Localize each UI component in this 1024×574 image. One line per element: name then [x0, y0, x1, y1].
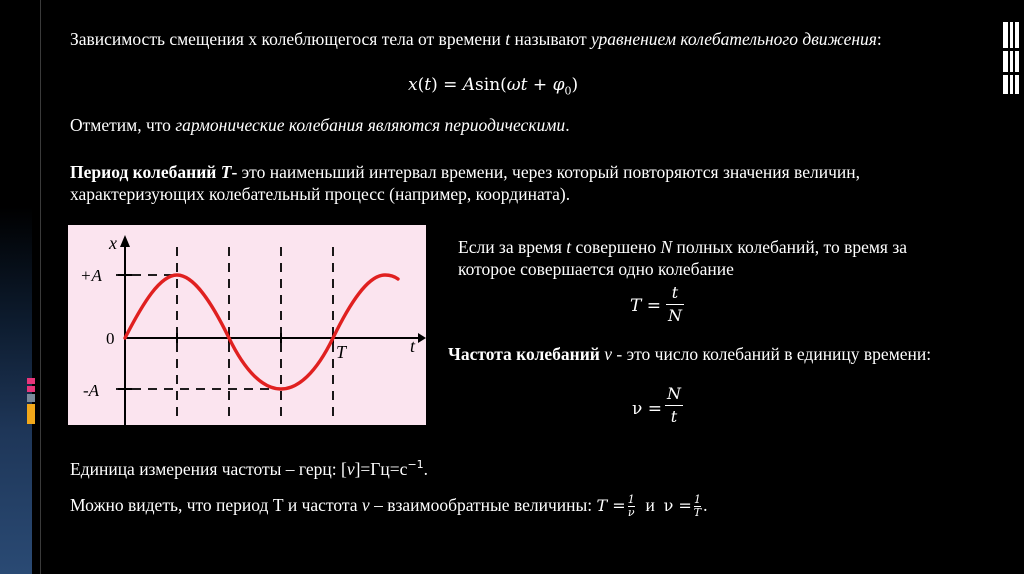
eq-equals: ) =: [431, 75, 463, 95]
grid-dashes: [116, 247, 333, 421]
frequency-denominator: t: [670, 407, 678, 426]
reciprocal-v-fraction: [694, 494, 701, 519]
accent-block-pink-2: [27, 386, 35, 392]
frequency-text: - это число колебаний в единицу времени:: [612, 344, 932, 364]
period-text-line2: характеризующих колебательный процесс (например, координата).: [70, 184, 571, 204]
frequency-symbol: ν: [604, 344, 613, 364]
reciprocal-line: [70, 494, 708, 519]
reciprocal-t-den: ν: [627, 506, 635, 520]
unit-line: [70, 454, 428, 480]
reciprocal-v-num: 1: [693, 493, 701, 507]
fraction-bar: [666, 304, 684, 305]
period-dash: -: [231, 162, 238, 182]
if-n-var: N: [660, 237, 673, 257]
period-numerator: t: [671, 283, 679, 302]
reciprocal-end: .: [703, 495, 708, 515]
accent-block-pink: [27, 378, 35, 384]
reciprocal-v-lhs: ν =: [663, 496, 692, 515]
note-text: Отметим, что: [70, 115, 176, 135]
period-denominator: N: [668, 306, 682, 325]
x-axis-arrow: [120, 235, 130, 247]
intro-text-2: называют: [510, 29, 592, 49]
plus-a-label: +A: [80, 266, 102, 285]
reciprocal-nu: ν: [361, 495, 370, 515]
period-formula-fraction: [666, 283, 684, 326]
frequency-formula-lhs: ν =: [632, 399, 662, 419]
reciprocal-and: и: [645, 495, 655, 515]
eq-plus: +: [527, 75, 553, 95]
eq-phi-subscript: 0: [564, 84, 572, 98]
accent-block-gray: [27, 394, 35, 402]
period-text: это наименьший интервал времени, через который повторяются значения величин,: [237, 162, 860, 182]
minus-a-label: -A: [83, 381, 100, 400]
period-definition: [70, 161, 860, 205]
intro-colon: :: [876, 29, 882, 49]
frequency-numerator: N: [667, 384, 681, 403]
reciprocal-v-den: T: [693, 506, 702, 520]
eq-x: x: [408, 75, 418, 95]
accent-blocks: [27, 378, 35, 426]
eq-sin: sin(: [475, 75, 507, 95]
left-divider-line: [40, 0, 41, 574]
reciprocal-text-2: – взаимообратные величины:: [369, 495, 597, 515]
unit-period: .: [423, 458, 429, 479]
note-period: .: [565, 115, 570, 135]
eq-paren-close: ): [571, 75, 579, 95]
origin-label: 0: [106, 329, 115, 348]
reciprocal-t-lhs: T =: [596, 496, 626, 515]
reciprocal-t-fraction: [628, 494, 635, 519]
unit-text: Единица измерения частоты – герц: [: [70, 458, 347, 479]
frequency-term: Частота колебаний: [448, 344, 605, 364]
unit-exponent: −1: [407, 458, 424, 471]
period-symbol: Т: [220, 162, 232, 182]
unit-hz: ]=Гц=с: [354, 458, 408, 479]
t-axis-label: t: [410, 336, 416, 356]
corner-stripes-decoration: [1003, 22, 1019, 94]
eq-amplitude: A: [462, 75, 476, 95]
if-text-line2: которое совершается одно колебание: [458, 259, 734, 279]
frequency-formula-fraction: [665, 384, 683, 427]
x-axis-label: x: [109, 233, 117, 253]
reciprocal-text: Можно видеть, что период Т и частота: [70, 495, 362, 515]
motion-equation: [408, 75, 578, 97]
intro-paragraph: [70, 28, 882, 50]
reciprocal-t-num: 1: [627, 493, 635, 507]
accent-block-orange: [27, 404, 35, 424]
intro-term: уравнением колебательного движения: [591, 29, 877, 49]
eq-omega-t: ωt: [506, 75, 528, 95]
intro-text: Зависимость смещения х колеблющегося тела от времени: [70, 29, 506, 49]
left-gradient-bar: [0, 0, 32, 574]
if-text: [458, 236, 907, 280]
period-formula-lhs: T =: [630, 296, 661, 316]
intro-t-var: t: [505, 29, 511, 49]
period-term: Период колебаний: [70, 162, 221, 182]
fraction-bar-2: [665, 405, 683, 406]
unit-nu: ν: [346, 458, 355, 479]
sine-curve: [125, 275, 398, 389]
oscillation-graph: [68, 225, 426, 425]
eq-phi: φ: [552, 75, 565, 95]
if-text-a: Если за время: [458, 237, 567, 257]
if-text-c: совершено: [571, 237, 661, 257]
if-text-e: полных колебаний, то время за: [672, 237, 908, 257]
if-t-var: t: [566, 237, 572, 257]
note-term: гармонические колебания являются периодическими: [175, 115, 566, 135]
period-mark-label: T: [336, 342, 347, 362]
eq-t: t: [424, 75, 432, 95]
t-axis-arrow: [418, 333, 426, 343]
periodic-note: [70, 114, 570, 136]
eq-paren-open: (: [417, 75, 425, 95]
frequency-definition: [448, 343, 931, 365]
left-decoration: [0, 0, 40, 574]
